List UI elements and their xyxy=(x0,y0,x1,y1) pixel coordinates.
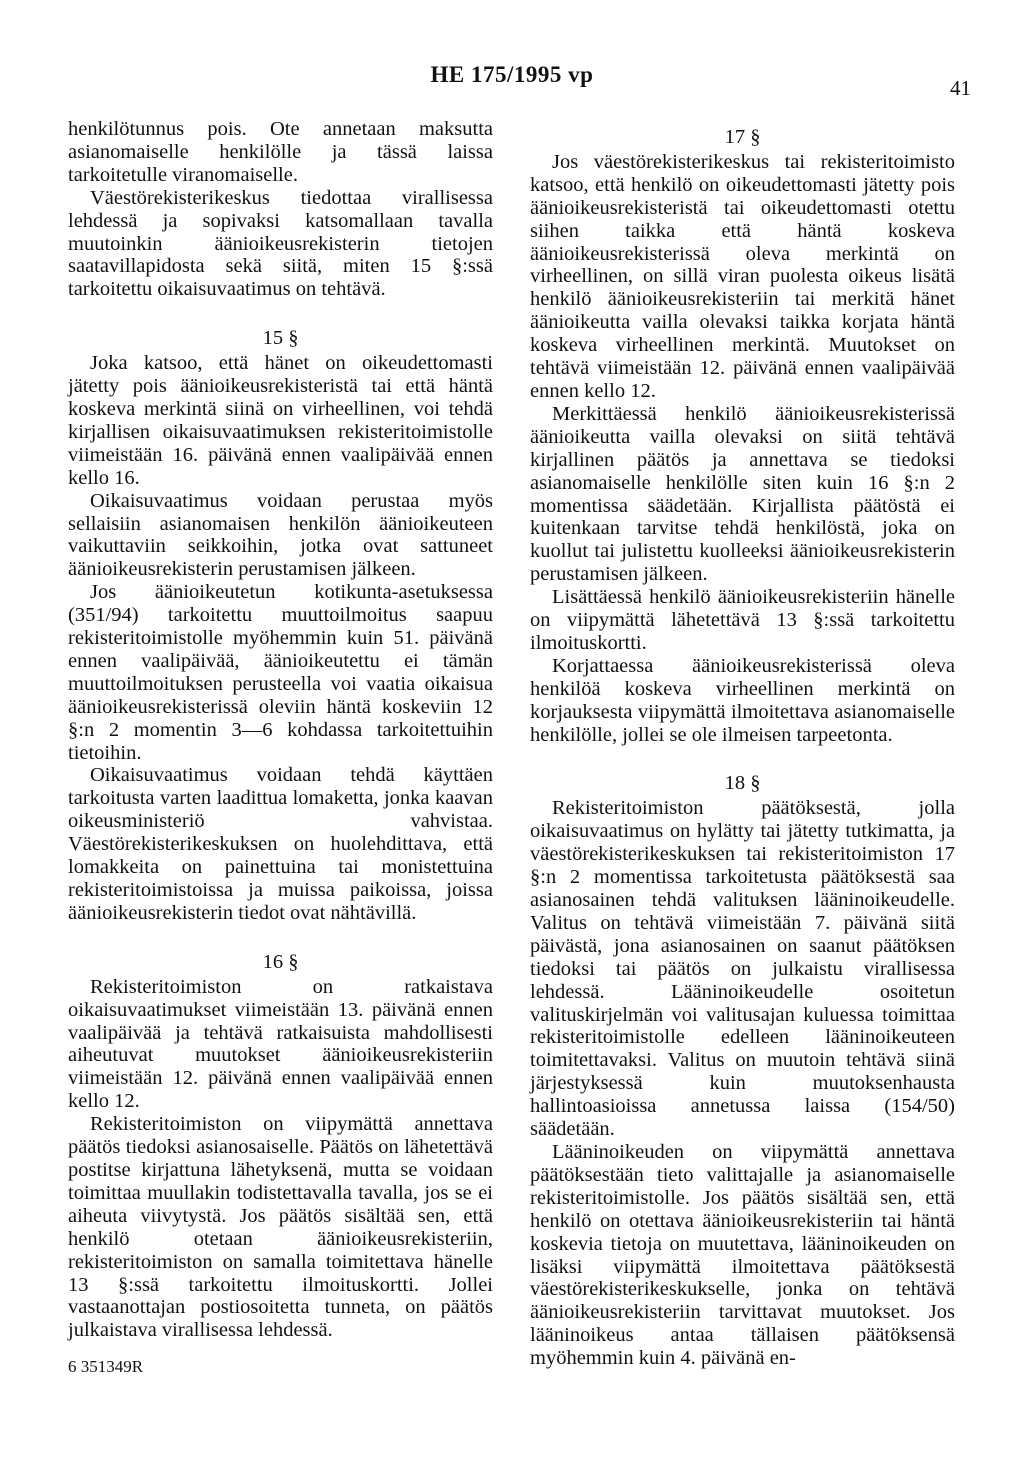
paragraph: Oikaisuvaatimus voidaan perustaa myös sellaisiin asianomaisen henkilön äänioikeuteen vaikuttaviin seikkoihin, jotka ovat sattuneet äänioikeusrekisterin perustamisen jälkeen. xyxy=(68,489,493,581)
paragraph: Jos äänioikeutetun kotikunta-asetuksessa (351/94) tarkoitettu muuttoilmoitus saapuu rekisteritoimistolle myöhemmin kuin 51. päivänä ennen vaalipäivää, äänioikeutettu ei tämän muuttoilmoituksen perusteella voi vaatia oikaisua äänioikeusrekisterissä oleviin häntä koskeviin 12 §:n 2 momentin 3—6 kohdassa tarkoitettuihin tietoihin. xyxy=(68,581,493,764)
paragraph: Lisättäessä henkilö äänioikeusrekisteriin hänelle on viipymättä lähetettävä 13 §:ssä tarkoitettu ilmoituskortti. xyxy=(530,586,955,654)
paragraph: henkilötunnus pois. Ote annetaan maksutta asianomaiselle henkilölle ja tässä laissa tarkoitetulle viranomaiselle. xyxy=(68,118,493,186)
paragraph: Merkittäessä henkilö äänioikeusrekisterissä äänioikeutta vailla olevaksi on siitä tehtävä kirjallinen päätös ja annettava se tiedoksi asianomaiselle henkilölle siten kuin 16 §:n 2 momentissa säädetään. Kirjallista päätöstä ei kuitenkaan tarvitse tehdä henkilöstä, joka on kuollut tai julistettu kuolleeksi äänioikeusrekisterin perustamisen jälkeen. xyxy=(530,402,955,586)
paragraph: Rekisteritoimiston päätöksestä, jolla oikaisuvaatimus on hylätty tai jätetty tutkimatta, ja väestörekisterikeskuksen tai rekisteritoimiston 17 §:n 2 momentissa tarkoitetusta päätöksestä saa asianosainen tehdä valituksen lääninoikeudelle. Valitus on tehtävä viimeistään 7. päivänä siitä päivästä, jona asianosainen on saanut päätöksen tiedoksi tai päätös on julkaistu virallisessa lehdessä. Lääninoikeudelle osoitetun valituskirjelmän voi valitusajan kuluessa toimittaa rekisteritoimistolle edelleen lääninoikeuteen toimitettavaksi. Valitus on muutoin tehtävä siinä järjestyksessä kuin muutoksenhausta hallintoasioissa annetussa laissa (154/50) säädetään. xyxy=(530,797,955,1141)
paragraph: Rekisteritoimiston on viipymättä annettava päätös tiedoksi asianosaiselle. Päätös on lähetettävä postitse kirjattuna lähetyksenä, mutta se voidaan toimittaa muullakin todistettavalla tavalla, jos se ei aiheuta viivytystä. Jos päätös sisältää sen, että henkilö otetaan äänioikeusrekisteriin, rekisteritoimiston on samalla toimitettava hänelle 13 §:ssä tarkoitettu ilmoituskortti. Jollei vastaanottajan postiosoitetta tunneta, on päätös julkaistava virallisessa lehdessä. xyxy=(68,1113,493,1342)
right-column xyxy=(530,118,955,1370)
paragraph: Korjattaessa äänioikeusrekisterissä oleva henkilöä koskeva virheellinen merkintä on korjauksesta viipymättä ilmoitettava asianomaiselle henkilölle, jollei se ole ilmeisen tarpeetonta. xyxy=(530,654,955,746)
page-number: 41 xyxy=(950,76,971,100)
paragraph: Lääninoikeuden on viipymättä annettava päätöksestään tieto valittajalle ja asianomaiselle rekisteritoimistolle. Jos päätös sisältää sen, että henkilö on otettava äänioikeusrekisteriin tai häntä koskevia tietoja on muutettava, lääninoikeuden on lisäksi viipymättä ilmoitettava päätöksestä väestörekisterikeskukselle, jonka on tehtävä äänioikeusrekisteriin tarvittavat muutokset. Jos lääninoikeus antaa tällaisen päätöksensä myöhemmin kuin 4. päivänä en- xyxy=(530,1140,955,1370)
section-heading-18: 18 § xyxy=(724,772,761,795)
paragraph: Oikaisuvaatimus voidaan tehdä käyttäen tarkoitusta varten laadittua lomaketta, jonka kaavan oikeusministeriö vahvistaa. Väestörekisterikeskuksen on huolehdittava, että lomakkeita on painettuina tai monistettuina rekisteritoimistoissa ja muissa paikoissa, joissa äänioikeusrekisterin tiedot ovat nähtävillä. xyxy=(68,764,493,924)
paragraph: Väestörekisterikeskus tiedottaa virallisessa lehdessä ja sopivaksi katsomallaan tavalla muutoinkin äänioikeusrekisterin tietojen saatavillapidosta sekä siitä, miten 15 §:ssä tarkoitettu oikaisuvaatimus on tehtävä. xyxy=(68,186,493,301)
paragraph: Jos väestörekisterikeskus tai rekisteritoimisto katsoo, että henkilö on oikeudettomasti jätetty pois äänioikeusrekisteristä tai oikeudettomasti otettu siihen taikka että häntä koskeva äänioikeusrekisterissä oleva merkintä on virheellinen, on sillä viran puolesta oikeus lisätä henkilö äänioikeusrekisteriin tai merkitä hänet äänioikeutta vailla olevaksi taikka korjata häntä koskeva virheellinen merkintä. Muutokset on tehtävä viimeistään 12. päivänä ennen vaalipäivää ennen kello 12. xyxy=(530,150,955,402)
section-heading-17: 17 § xyxy=(724,126,761,148)
paragraph: Rekisteritoimiston on ratkaistava oikaisuvaatimukset viimeistään 13. päivänä ennen vaalipäivää ja tehtävä ratkaisuista mahdollisesti aiheutuvat muutokset äänioikeusrekisteriin viimeistään 12. päivänä ennen vaalipäivää ennen kello 12. xyxy=(68,975,493,1113)
document-title: HE 175/1995 vp xyxy=(430,62,594,87)
print-code: 6 351349R xyxy=(68,1357,144,1376)
section-heading-15: 15 § xyxy=(262,327,299,350)
left-column xyxy=(68,118,493,1342)
section-heading-16: 16 § xyxy=(262,950,299,973)
paragraph: Joka katsoo, että hänet on oikeudettomasti jätetty pois äänioikeusrekisteristä tai että häntä koskeva merkintä siinä on virheellinen, voi tehdä kirjallisen oikaisuvaatimuksen rekisteritoimistolle viimeistään 16. päivänä ennen vaalipäivää ennen kello 16. xyxy=(68,352,493,489)
